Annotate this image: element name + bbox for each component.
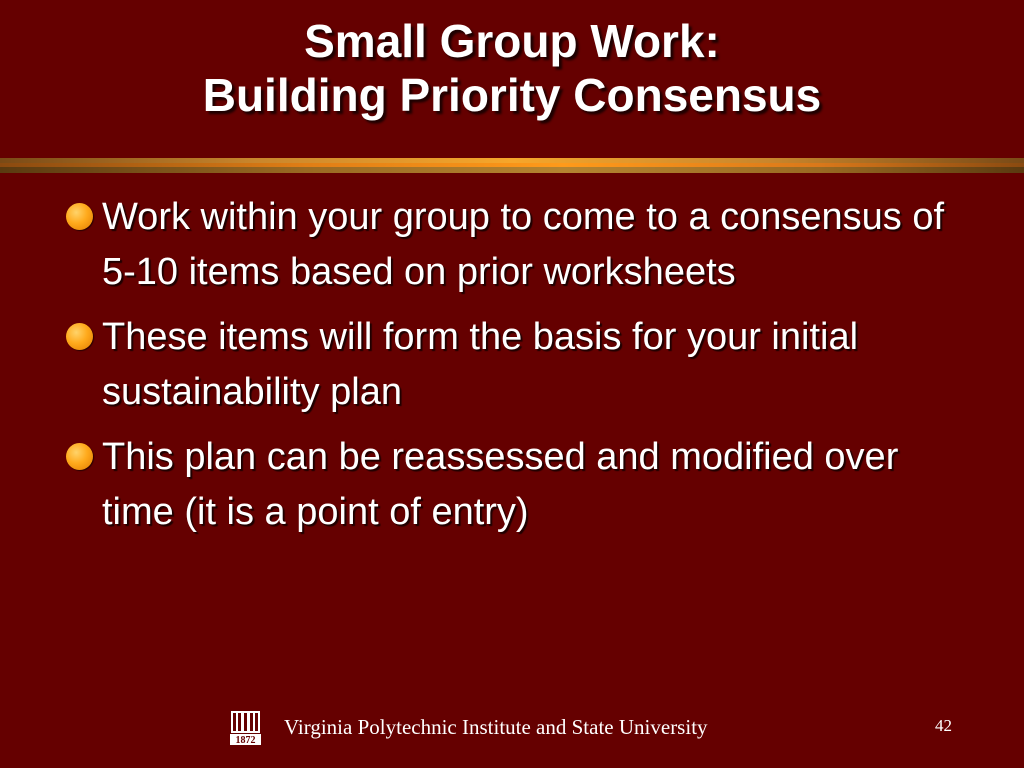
bullet-item: [60, 190, 980, 300]
bullet-dot-icon: [66, 203, 93, 230]
bullet-text: Work within your group to come to a consensus of 5-10 items based on prior worksheets: [102, 196, 945, 293]
slide-title-line-2: Building Priority Consensus: [202, 69, 822, 121]
slide-title: [0, 14, 1024, 122]
bullet-item: [60, 430, 980, 540]
svg-text:1872: 1872: [235, 735, 256, 746]
bullet-dot-icon: [66, 323, 93, 350]
bullet-dot-icon: [66, 443, 93, 470]
title-divider-bottom: [0, 167, 1024, 173]
bullet-list: [60, 190, 980, 550]
bullet-text: These items will form the basis for your initial sustainability plan: [102, 316, 859, 413]
university-seal-icon: [229, 709, 262, 747]
page-number: 42: [935, 716, 952, 735]
slide-title-line-1: Small Group Work:: [304, 15, 720, 67]
bullet-item: [60, 310, 980, 420]
bullet-text: This plan can be reassessed and modified over time (it is a point of entry): [102, 436, 899, 533]
footer-institution-name: Virginia Polytechnic Institute and State University: [284, 715, 708, 739]
